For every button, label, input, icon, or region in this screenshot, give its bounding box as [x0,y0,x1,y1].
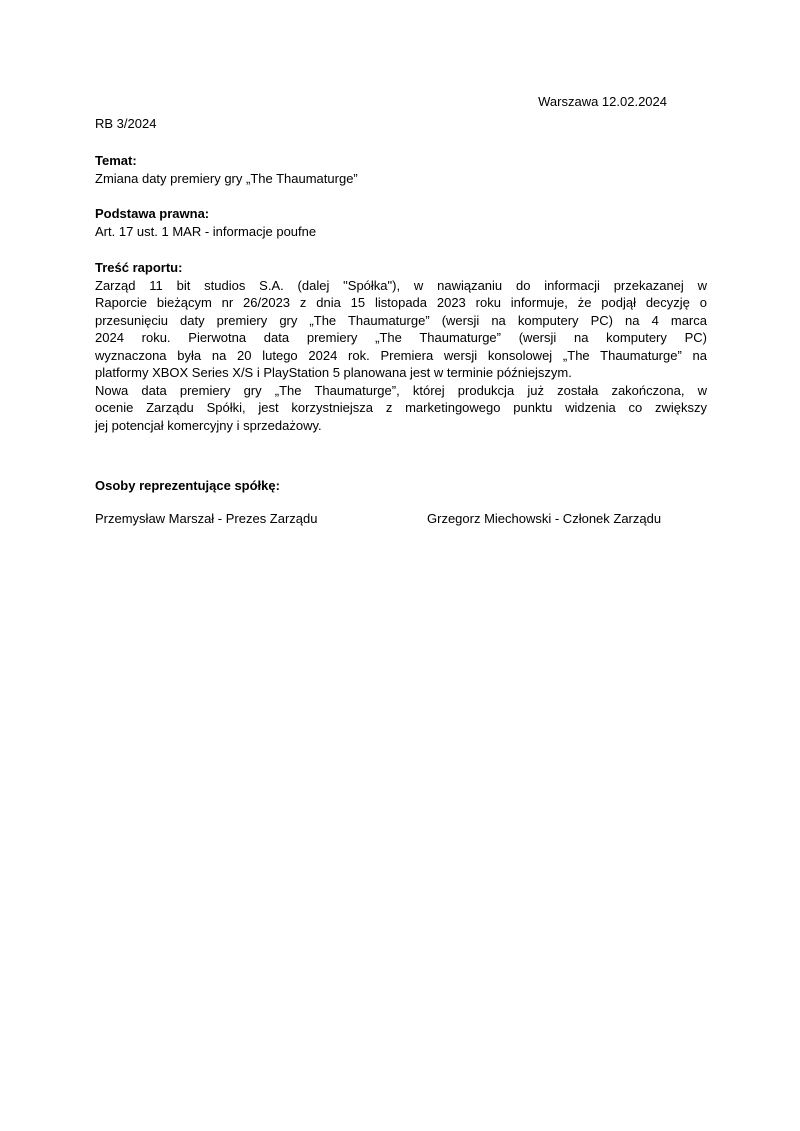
report-content-heading: Treść raportu: [95,260,183,275]
report-body-line: ocenie Zarządu Spółki, jest korzystniejsza z marketingowego punktu widzenia co zwiększy [95,400,707,415]
report-content-column [95,0,707,527]
topic-value: Zmiana daty premiery gry „The Thaumaturge” [95,170,358,186]
representatives-heading: Osoby reprezentujące spółkę: [95,478,280,493]
report-body-line: wyznaczona była na 20 lutego 2024 rok. Premiera wersji konsolowej „The Thaumaturge” na [95,347,707,363]
report-body-line: jej potencjał komercyjny i sprzedażowy. [95,417,322,433]
signatory-board-member: Grzegorz Miechowski - Członek Zarządu [427,510,662,526]
report-body-line: Nowa data premiery gry „The Thaumaturge”, której produkcja już została zakończona, w [95,382,707,398]
legal-basis-heading: Podstawa prawna: [95,206,210,221]
topic-heading: Temat: [95,153,137,168]
report-body-line: przesunięciu daty premiery gry „The Thaumaturge” (wersji na komputery PC) na 4 marca [95,312,707,328]
signatory-president: Przemysław Marszał - Prezes Zarządu [95,510,318,526]
report-body-line: platformy XBOX Series X/S i PlayStation 5 planowana jest w terminie późniejszym. [95,365,572,380]
signatures-row [95,510,707,528]
place-and-date: Warszawa 12.02.2024 [538,94,667,109]
report-body-paragraph-1 [95,277,707,382]
report-body-line: 2024 roku. Pierwotna data premiery „The Thaumaturge” (wersji na komputery PC) [95,330,707,345]
report-body-line: Zarząd 11 bit studios S.A. (dalej "Spółka"), w nawiązaniu do informacji przekazanej w [95,277,707,293]
legal-basis-value: Art. 17 ust. 1 MAR - informacje poufne [95,223,317,239]
report-number: RB 3/2024 [95,115,157,131]
report-body-paragraph-2 [95,382,707,435]
report-body-line: Raporcie bieżącym nr 26/2023 z dnia 15 listopada 2023 roku informuje, że podjął decyzję o [95,295,707,310]
